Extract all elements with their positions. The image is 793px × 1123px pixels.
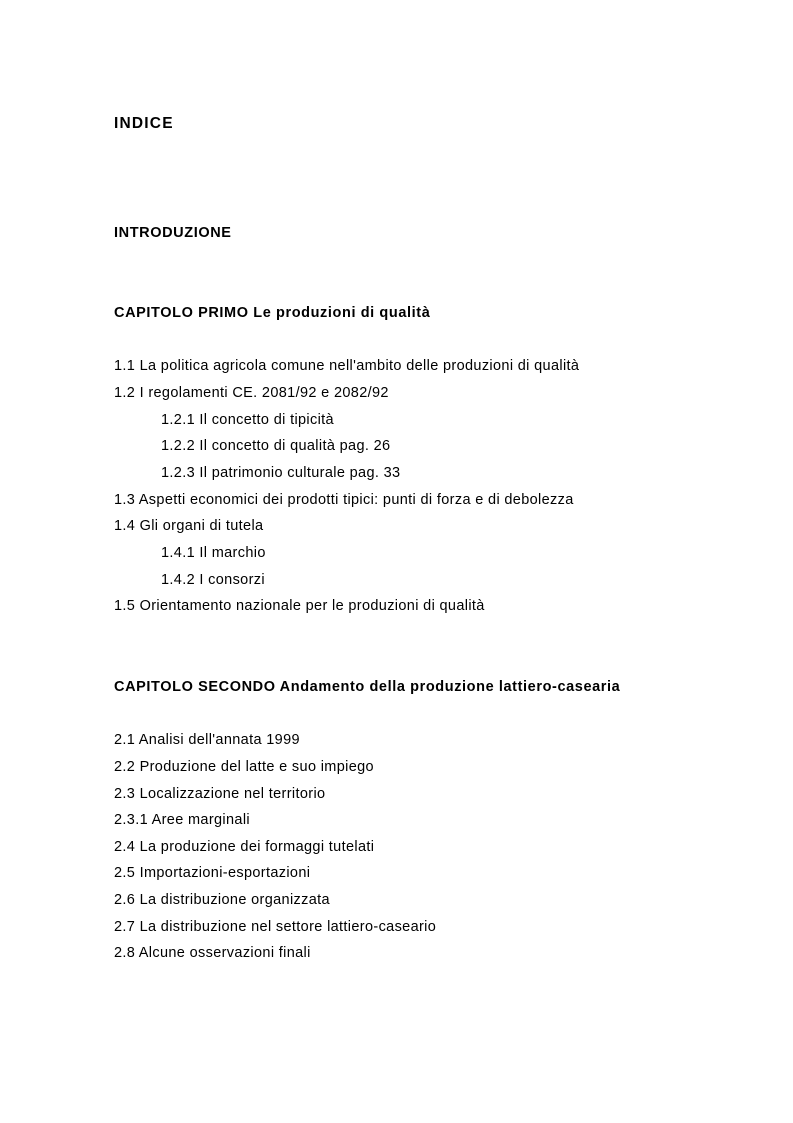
toc-entry-2-2: 2.2 Produzione del latte e suo impiego <box>114 759 374 775</box>
toc-entry-1-4: 1.4 Gli organi di tutela <box>114 518 264 534</box>
toc-entry-2-6: 2.6 La distribuzione organizzata <box>114 892 330 908</box>
introduction-heading: INTRODUZIONE <box>114 225 232 241</box>
toc-entry-2-7: 2.7 La distribuzione nel settore lattiero-caseario <box>114 919 437 935</box>
toc-entry-1-3: 1.3 Aspetti economici dei prodotti tipici: punti di forza e di debolezza <box>114 492 574 508</box>
toc-entry-2-8: 2.8 Alcune osservazioni finali <box>114 945 311 961</box>
toc-entry-1-2-3: 1.2.3 Il patrimonio culturale pag. 33 <box>161 465 401 481</box>
toc-entry-2-5: 2.5 Importazioni-esportazioni <box>114 865 311 881</box>
toc-entry-1-2-1: 1.2.1 Il concetto di tipicità <box>161 412 334 428</box>
index-title: INDICE <box>114 115 174 132</box>
toc-entry-2-4: 2.4 La produzione dei formaggi tutelati <box>114 839 375 855</box>
toc-entry-1-4-2: 1.4.2 I consorzi <box>161 572 265 588</box>
chapter1-heading: CAPITOLO PRIMO Le produzioni di qualità <box>114 305 431 321</box>
toc-entry-1-2: 1.2 I regolamenti CE. 2081/92 e 2082/92 <box>114 385 389 401</box>
toc-entry-1-1: 1.1 La politica agricola comune nell'ambito delle produzioni di qualità <box>114 358 580 374</box>
toc-entry-1-4-1: 1.4.1 Il marchio <box>161 545 266 561</box>
toc-entry-2-1: 2.1 Analisi dell'annata 1999 <box>114 732 300 748</box>
toc-entry-2-3: 2.3 Localizzazione nel territorio <box>114 786 326 802</box>
toc-entry-1-5: 1.5 Orientamento nazionale per le produzioni di qualità <box>114 598 485 614</box>
toc-entry-2-3-1: 2.3.1 Aree marginali <box>114 812 250 828</box>
toc-entry-1-2-2: 1.2.2 Il concetto di qualità pag. 26 <box>161 438 391 454</box>
chapter2-heading: CAPITOLO SECONDO Andamento della produzione lattiero-casearia <box>114 679 621 695</box>
